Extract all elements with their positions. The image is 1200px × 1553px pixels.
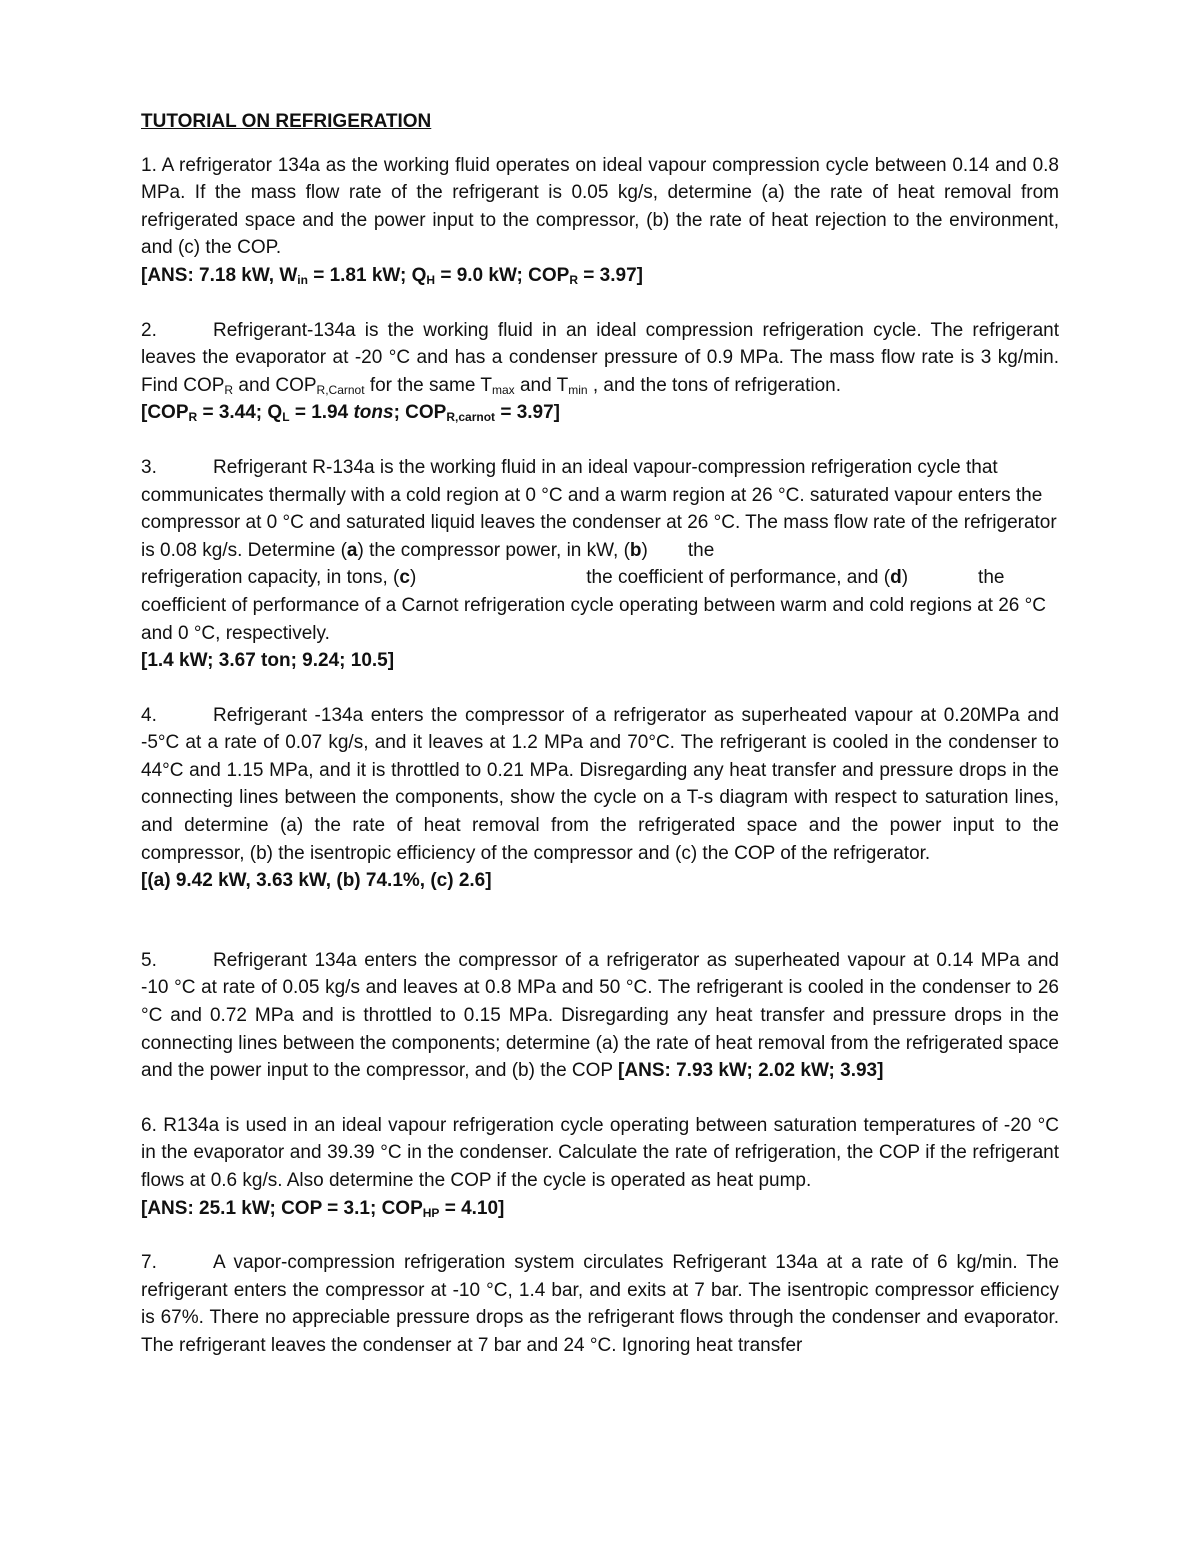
document-page	[141, 108, 1059, 1387]
question-3	[141, 454, 1059, 675]
question-number: 7.	[141, 1252, 157, 1274]
question-number: 3.	[141, 456, 157, 478]
document-title: TUTORIAL ON REFRIGERATION	[141, 111, 432, 132]
question-text: Refrigerant 134a enters the compressor of a refrigerator as superheated vapour at 0.14 MPa and -10 °C at rate of 0.05 kg/s and leaves at 0.8 MPa and 50 °C. The refrigerant is cooled in the condenser to 26 °C and 0.72 MPa and is throttled to 0.15 MPa. Disregarding any heat transfer and pressure drops in the connecting lines between the components; determine (a) the rate of heat removal from the refrigerated space and the power input to the compressor, and (b) the COP	[141, 949, 1059, 1082]
answer-line: [ANS: 25.1 kW; COP = 3.1; $COP_{HP} = 4.10$]	[141, 1197, 505, 1220]
answer-line: [ANS: 7.18 kW, $W_{in} = 1.81$ kW; $Q_H = 9.0$ kW; $COP_R = 3.97$]	[141, 264, 643, 287]
question-text: Refrigerant-134a is the working fluid in an ideal compression refrigeration cycle. The refrigerant leaves the evaporator at -20 °C and has a condenser pressure of 0.9 MPa. The mass flow rate is 3 kg/min. Find $COP_R$ and $COP_{R,Carnot}$ for the same $T_{max}$ and $T_{min}$ , and the tons of refrigeration.	[141, 319, 1059, 397]
question-text: Refrigerant -134a enters the compressor of a refrigerator as superheated vapour at 0.20MPa and -5°C at a rate of 0.07 kg/s, and it leaves at 1.2 MPa and 70°C. The refrigerant is cooled in the condenser to 44°C and 1.15 MPa, and it is throttled to 0.21 MPa. Disregarding any heat transfer and pressure drops in the connecting lines between the components, show the cycle on a T-s diagram with respect to saturation lines, and determine (a) the rate of heat removal from the refrigerated space and the power input to the compressor, (b) the isentropic efficiency of the compressor and (c) the COP of the refrigerator.	[141, 704, 1059, 864]
question-5	[141, 947, 1059, 1085]
question-text: A refrigerator 134a as the working fluid operates on ideal vapour compression cycle between 0.14 and 0.8 MPa. If the mass flow rate of the refrigerant is 0.05 kg/s, determine (a) the rate of heat removal from refrigerated space and the power input to the compressor, (b) the rate of heat rejection to the environment, and (c) the COP.	[141, 154, 1059, 259]
question-number: 1.	[141, 154, 157, 176]
question-number: 5.	[141, 949, 157, 971]
question-text: R134a is used in an ideal vapour refrigeration cycle operating between saturation temperatures of -20 °C in the evaporator and 39.39 °C in the condenser. Calculate the rate of refrigeration, the COP if the refrigerant flows at 0.6 kg/s. Also determine the COP if the cycle is operated as heat pump.	[141, 1114, 1060, 1191]
question-2	[141, 317, 1059, 427]
question-number: 2.	[141, 319, 157, 341]
answer-line: [ANS: 7.93 kW; 2.02 kW; 3.93]	[618, 1060, 884, 1082]
question-7	[141, 1249, 1059, 1359]
question-6	[141, 1112, 1059, 1222]
question-text: A vapor-compression refrigeration system circulates Refrigerant 134a at a rate of 6 kg/min. The refrigerant enters the compressor at -10 °C, 1.4 bar, and exits at 7 bar. The isentropic compressor efficiency is 67%. There no appreciable pressure drops as the refrigerant flows through the condenser and evaporator. The refrigerant leaves the condenser at 7 bar and 24 °C. Ignoring heat transfer	[141, 1252, 1059, 1356]
question-4	[141, 702, 1059, 895]
answer-line: [1.4 kW; 3.67 ton; 9.24; 10.5]	[141, 650, 395, 672]
answer-line: [(a) 9.42 kW, 3.63 kW, (b) 74.1%, (c) 2.6]	[141, 870, 492, 892]
question-text: Refrigerant R-134a is the working fluid in an ideal vapour-compression refrigeration cycle that communicates thermally with a cold region at 0 °C and a warm region at 26 °C. saturated vapour enters the compressor at 0 °C and saturated liquid leaves the condenser at 26 °C. The mass flow rate of the refrigerator is 0.08 kg/s. Determine (a) the compressor power, in kW, (b) the refrigeration capacity, in tons, (c) the coefficient of performance, and (d) the coefficient of performance of a Carnot refrigeration cycle operating between warm and cold regions at 26 °C and 0 °C, respectively.	[141, 456, 1057, 644]
question-number: 6.	[141, 1114, 157, 1136]
question-1	[141, 152, 1059, 290]
question-number: 4.	[141, 704, 157, 726]
answer-line: [$COP_R = 3.44$; $Q_L = 1.94$ tons; $COP_{R,carnot} = 3.97$]	[141, 402, 561, 425]
